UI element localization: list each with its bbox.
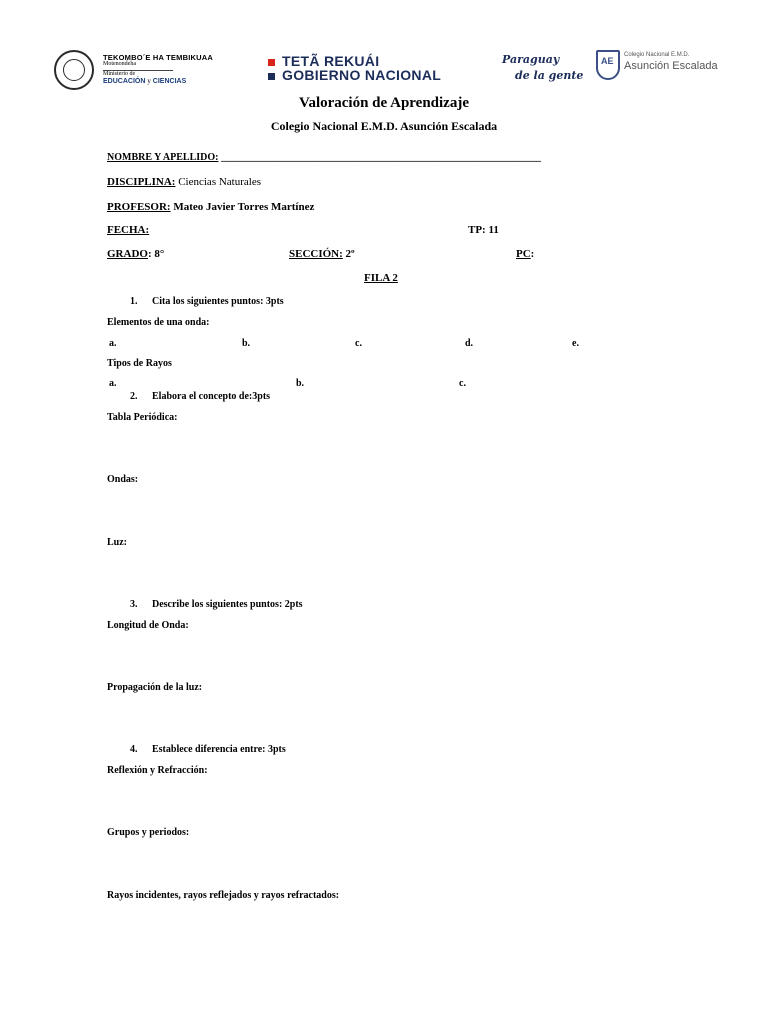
q4-text: Establece diferencia entre: 3pts <box>152 744 286 755</box>
q2-item-tabla: Tabla Periódica: <box>107 412 178 423</box>
brand-line-2: de la gente <box>515 69 584 82</box>
q4-item-rayos: Rayos incidentes, rayos reflejados y rayos refractados: <box>107 890 340 901</box>
name-label: NOMBRE Y APELLIDO: <box>107 152 219 163</box>
name-field-row <box>107 152 541 163</box>
teacher-row <box>107 201 314 213</box>
q2-number: 2. <box>130 391 138 402</box>
ministry-name-2: CIENCIAS <box>152 78 187 85</box>
section-value: 2º <box>342 248 355 260</box>
ministry-sub2: Ministerio de <box>103 71 136 77</box>
navy-square-icon <box>268 73 275 80</box>
discipline-label: DISCIPLINA: <box>107 176 176 188</box>
school-logo-small-text: Colegio Nacional E.M.D. <box>624 52 690 58</box>
q3-text: Describe los siguientes puntos: 2pts <box>152 599 303 610</box>
q3-number: 3. <box>130 599 138 610</box>
fila-label: FILA 2 <box>364 272 398 284</box>
ministry-name <box>103 77 186 85</box>
q3-item-propagacion: Propagación de la luz: <box>107 682 203 693</box>
gov-line-1: TETÃ REKUÁI <box>282 53 380 69</box>
school-shield-text: AE <box>601 56 614 66</box>
grade-field <box>107 248 164 260</box>
red-square-icon <box>268 59 275 66</box>
section-label: SECCIÓN: <box>289 248 343 260</box>
teacher-value: Mateo Javier Torres Martínez <box>173 201 315 213</box>
discipline-row <box>107 176 261 188</box>
q3-item-longitud: Longitud de Onda: <box>107 620 189 631</box>
q1-sub1-option-b[interactable]: b. <box>242 338 251 349</box>
grade-value: : 8° <box>147 248 165 260</box>
section-field <box>289 248 355 260</box>
q4-item-grupos: Grupos y periodos: <box>107 827 190 838</box>
teacher-label: PROFESOR: <box>107 201 171 213</box>
q2-item-ondas: Ondas: <box>107 474 139 485</box>
q2-text: Elabora el concepto de:3pts <box>152 391 271 402</box>
pc-label: PC <box>516 248 531 260</box>
q2-item-luz: Luz: <box>107 537 127 548</box>
name-blank-line[interactable]: ________________________________________________________________ <box>221 152 541 163</box>
q1-sub1-option-a[interactable]: a. <box>109 338 117 349</box>
pc-value: : <box>530 248 535 260</box>
q1-sub2-option-a[interactable]: a. <box>109 378 117 389</box>
q1-text: Cita los siguientes puntos: 3pts <box>152 296 284 307</box>
tp-label: TP: 11 <box>468 224 499 236</box>
q1-sub1-label: Elementos de una onda: <box>107 317 210 328</box>
ministry-title: TEKOMBO´E HA TEMBIKUAA <box>103 53 213 62</box>
q4-item-reflexion: Reflexión y Refracción: <box>107 765 208 776</box>
pc-field <box>516 248 534 260</box>
discipline-value: Ciencias Naturales <box>178 176 261 188</box>
q1-sub2-label: Tipos de Rayos <box>107 358 172 369</box>
q1-sub1-option-d[interactable]: d. <box>465 338 474 349</box>
date-label: FECHA: <box>107 224 150 236</box>
q4-number: 4. <box>130 744 138 755</box>
q1-sub1-option-e[interactable]: e. <box>572 338 579 349</box>
document-title: Valoración de Aprendizaje <box>298 95 469 111</box>
school-name: Colegio Nacional E.M.D. Asunción Escalada <box>270 119 498 133</box>
q1-sub2-option-b[interactable]: b. <box>296 378 305 389</box>
q1-sub1-option-c[interactable]: c. <box>355 338 362 349</box>
gov-line-2: GOBIERNO NACIONAL <box>282 67 442 83</box>
brand-line-1: Paraguay <box>502 53 560 66</box>
ministry-sub: Motenondeha <box>103 61 136 67</box>
grade-label: GRADO <box>107 248 148 260</box>
school-logo-big-text: Asunción Escalada <box>624 60 718 72</box>
q1-sub2-option-c[interactable]: c. <box>459 378 466 389</box>
ministry-seal-logo <box>54 50 94 90</box>
ministry-name-1: EDUCACIÓN <box>103 78 146 85</box>
ministry-name-y: y <box>147 77 151 85</box>
q1-number: 1. <box>130 296 138 307</box>
